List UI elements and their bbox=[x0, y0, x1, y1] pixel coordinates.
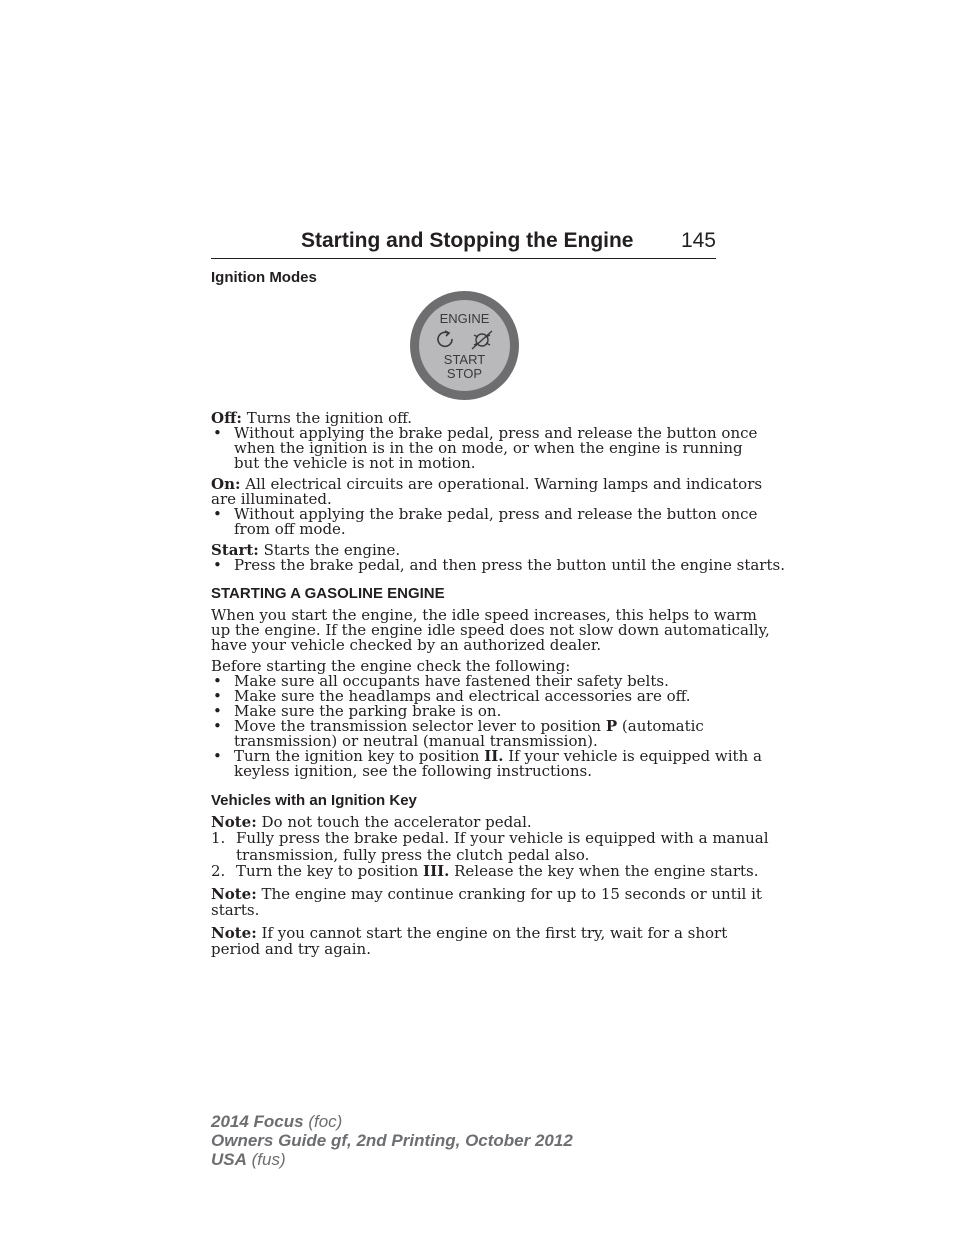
note-paragraph bbox=[211, 815, 532, 830]
checklist-item-line2: transmission) or neutral (manual transmission). bbox=[234, 732, 598, 750]
footer-region-code: (fus) bbox=[246, 1150, 286, 1169]
on-bullet-line: Without applying the brake pedal, press and release the button once bbox=[234, 505, 758, 523]
button-label-engine: ENGINE bbox=[439, 311, 490, 326]
gasoline-checklist-intro: Before starting the engine check the following: bbox=[211, 657, 571, 675]
bullet-glyph: • bbox=[213, 424, 222, 442]
gasoline-para-line: When you start the engine, the idle speed increases, this helps to warm bbox=[211, 606, 757, 624]
bullet-glyph: • bbox=[213, 717, 222, 735]
checklist-item: Make sure the headlamps and electrical accessories are off. bbox=[234, 687, 691, 705]
checklist-item: Make sure the parking brake is on. bbox=[234, 702, 502, 720]
start-bullet-line: Press the brake pedal, and then press the button until the engine starts. bbox=[234, 556, 785, 574]
note-text: If you cannot start the engine on the first try, wait for a short bbox=[256, 924, 728, 942]
step-number: 2. bbox=[211, 862, 226, 880]
checklist-text: If your vehicle is equipped with a bbox=[503, 747, 762, 765]
on-text: All electrical circuits are operational. Warning lamps and indicators bbox=[240, 475, 763, 493]
checklist-text: Turn the ignition key to position bbox=[234, 747, 485, 765]
off-bullet-line: but the vehicle is not in motion. bbox=[234, 454, 476, 472]
step-number: 1. bbox=[211, 829, 226, 847]
bullet-glyph: • bbox=[213, 672, 222, 690]
note-label: Note: bbox=[211, 924, 257, 942]
page-header-title: Starting and Stopping the Engine bbox=[301, 229, 634, 252]
note-label: Note: bbox=[211, 813, 257, 831]
footer-guide-text: Owners Guide gf, 2nd Printing, October 2012 bbox=[211, 1131, 573, 1150]
step-text bbox=[236, 864, 758, 879]
position-p: P bbox=[605, 717, 618, 735]
start-label: Start: bbox=[211, 541, 259, 559]
position-iii: III. bbox=[423, 862, 450, 880]
step-text: transmission, fully press the clutch pedal also. bbox=[236, 846, 590, 864]
footer-guide-info bbox=[211, 1131, 573, 1151]
checklist-item: Make sure all occupants have fastened their safety belts. bbox=[234, 672, 669, 690]
section-heading-ignition-modes: Ignition Modes bbox=[211, 269, 317, 286]
off-bullet-line: Without applying the brake pedal, press and release the button once bbox=[234, 424, 758, 442]
checklist-item-line2: keyless ignition, see the following instructions. bbox=[234, 762, 593, 780]
section-heading-gasoline-engine: STARTING A GASOLINE ENGINE bbox=[211, 585, 445, 602]
step-text-part: Turn the key to position bbox=[236, 862, 424, 880]
note-text: Do not touch the accelerator pedal. bbox=[256, 813, 532, 831]
note-paragraph bbox=[211, 887, 762, 902]
note-paragraph bbox=[211, 926, 727, 941]
bullet-glyph: • bbox=[213, 505, 222, 523]
bullet-glyph: • bbox=[213, 556, 222, 574]
section-heading-ignition-key: Vehicles with an Ignition Key bbox=[211, 792, 417, 809]
start-text: Starts the engine. bbox=[258, 541, 401, 559]
on-text-line2: are illuminated. bbox=[211, 490, 332, 508]
on-label: On: bbox=[211, 475, 241, 493]
footer-model bbox=[211, 1112, 342, 1132]
footer-model-name: 2014 Focus bbox=[211, 1112, 304, 1131]
page-number: 145 bbox=[680, 229, 716, 252]
gasoline-para-line: have your vehicle checked by an authorized dealer. bbox=[211, 636, 602, 654]
refresh-icon bbox=[438, 331, 452, 346]
note-text: The engine may continue cranking for up to 15 seconds or until it bbox=[256, 885, 762, 903]
note-text-line2: starts. bbox=[211, 901, 260, 919]
off-label: Off: bbox=[211, 409, 242, 427]
button-label-stop: STOP bbox=[446, 366, 483, 381]
footer-region bbox=[211, 1150, 286, 1170]
off-text: Turns the ignition off. bbox=[241, 409, 413, 427]
bullet-glyph: • bbox=[213, 702, 222, 720]
crossed-steering-icon bbox=[472, 331, 492, 349]
on-bullet-line: from off mode. bbox=[234, 520, 346, 538]
checklist-text: Move the transmission selector lever to position bbox=[234, 717, 606, 735]
header-rule bbox=[211, 258, 716, 259]
bullet-glyph: • bbox=[213, 747, 222, 765]
ignition-indicator-icons bbox=[436, 329, 496, 351]
footer-region-name: USA bbox=[211, 1150, 247, 1169]
step-text-part: Release the key when the engine starts. bbox=[449, 862, 759, 880]
bullet-glyph: • bbox=[213, 687, 222, 705]
note-text-line2: period and try again. bbox=[211, 940, 371, 958]
checklist-text: (automatic bbox=[617, 717, 704, 735]
step-text: Fully press the brake pedal. If your vehicle is equipped with a manual bbox=[236, 829, 769, 847]
footer-model-code: (foc) bbox=[303, 1112, 343, 1131]
note-label: Note: bbox=[211, 885, 257, 903]
button-label-start: START bbox=[443, 352, 486, 367]
gasoline-para-line: up the engine. If the engine idle speed does not slow down automatically, bbox=[211, 621, 770, 639]
off-bullet-line: when the ignition is in the on mode, or when the engine is running bbox=[234, 439, 743, 457]
position-ii: II. bbox=[484, 747, 504, 765]
